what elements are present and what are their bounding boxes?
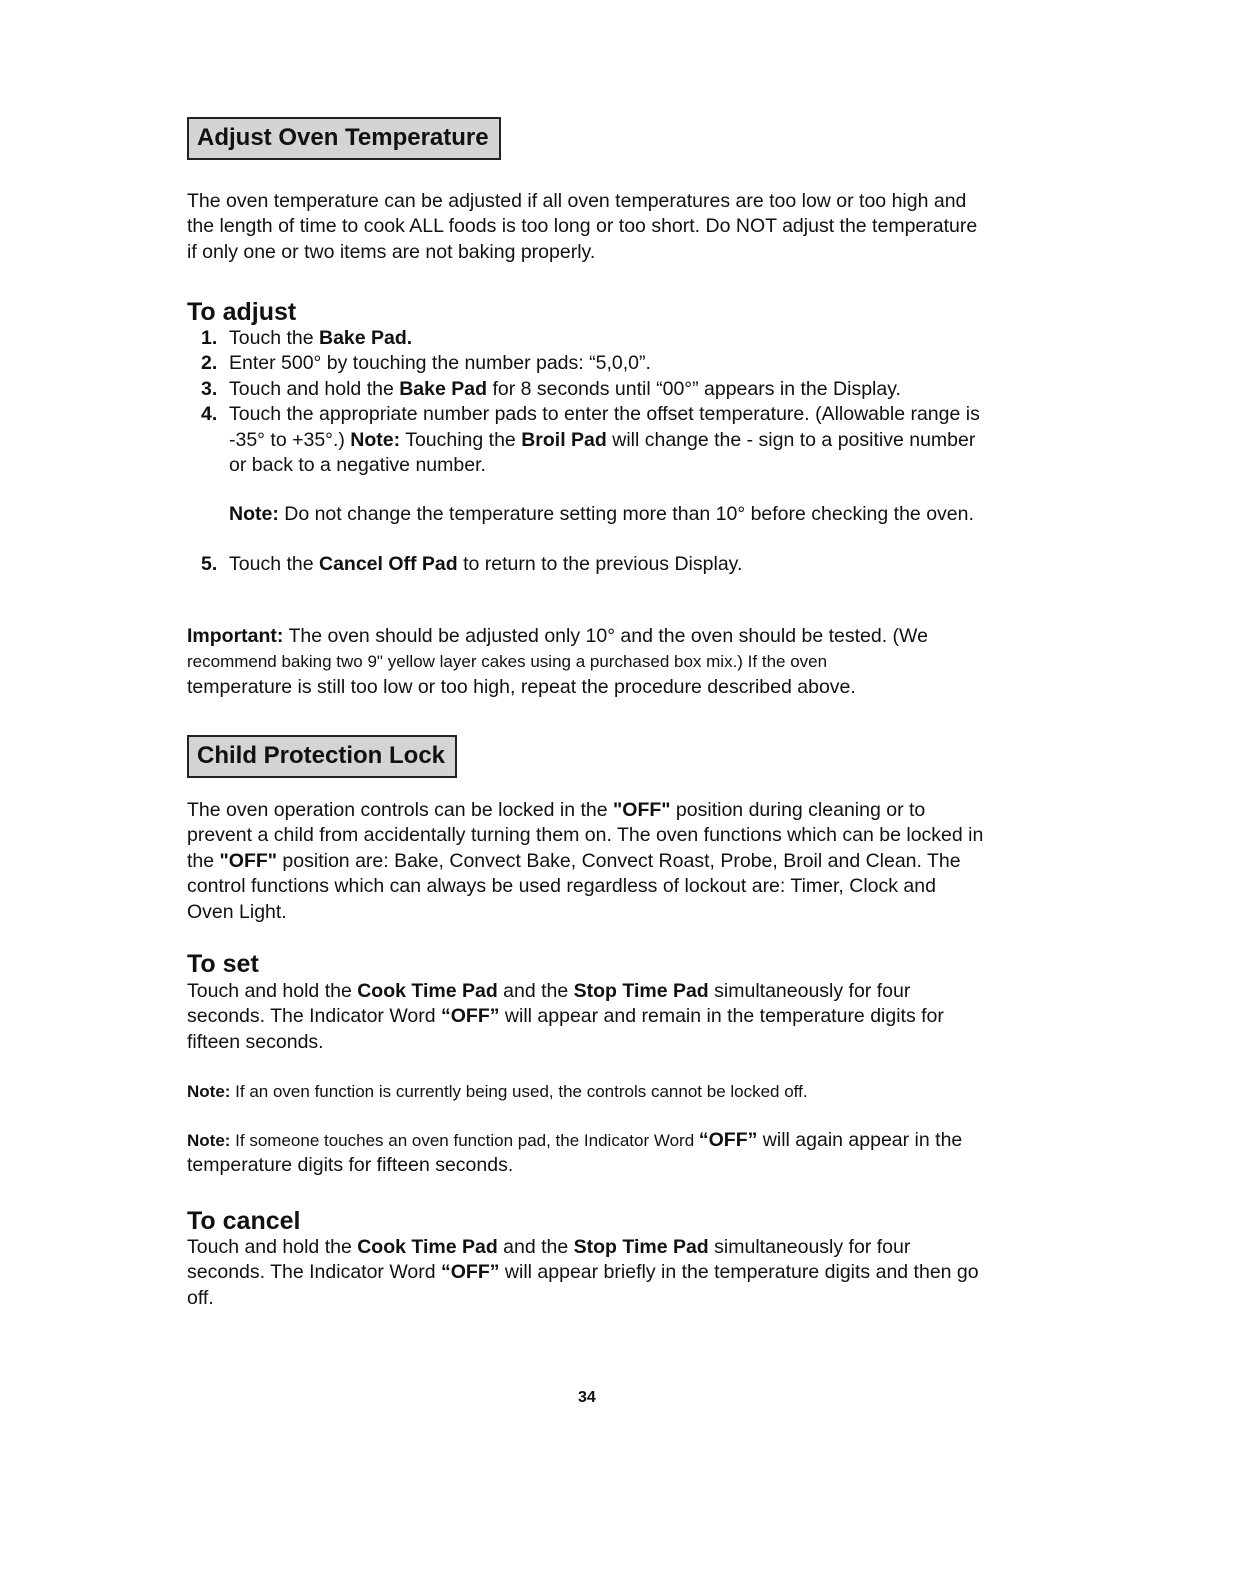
subheading-to-cancel: To cancel	[187, 1207, 301, 1235]
lock-intro-paragraph: The oven operation controls can be locked in the "OFF" position during cleaning or to prevent a child from accidentally turning them on. The oven functions which can be locked in the "OFF" position are: Bake, Convect Bake, Convect Roast, Probe, Broil and Clean. The control functions which can always be used regardless of lockout are: Timer, Clock and Oven Light.	[187, 799, 984, 923]
steps-list	[187, 326, 987, 577]
note-function-pad: Note: If someone touches an oven function pad, the Indicator Word “OFF” will again appear in the temperature digits for fifteen seconds.	[187, 1129, 963, 1177]
important-paragraph: Important: The oven should be adjusted only 10° and the oven should be tested. (We recommend baking two 9" yellow layer cakes using a purchased box mix.) If the oven temperature is still too low or too high, repeat the procedure described above.	[187, 625, 928, 698]
step-3: 3. Touch and hold the Bake Pad for 8 seconds until “00°” appears in the Display.	[201, 377, 901, 400]
step-1: 1. Touch the Bake Pad.	[201, 327, 413, 349]
step-4: 4. Touch the appropriate number pads to enter the offset temperature. (Allowable range is -35° to +35°.) Note: Touching the Broil Pad will change the - sign to a positive number or back to a negative number.	[201, 403, 980, 477]
step-2: 2. Enter 500° by touching the number pads: “5,0,0”.	[201, 352, 651, 375]
section-title-adjust-oven-temperature: Adjust Oven Temperature	[187, 117, 501, 160]
section-title-child-protection-lock: Child Protection Lock	[187, 735, 457, 778]
subheading-to-adjust: To adjust	[187, 298, 297, 326]
subheading-to-set: To set	[187, 950, 259, 978]
step-note: Note: Do not change the temperature setting more than 10° before checking the oven.	[229, 503, 974, 526]
intro-paragraph: The oven temperature can be adjusted if all oven temperatures are too low or too high and the length of time to cook ALL foods is too long or too short. Do NOT adjust the temperature if only one or two items are not baking properly.	[187, 190, 978, 263]
to-cancel-paragraph: Touch and hold the Cook Time Pad and the Stop Time Pad simultaneously for four seconds. The Indicator Word “OFF” will appear briefly in the temperature digits and then go off.	[187, 1236, 979, 1309]
step-5: 5. Touch the Cancel Off Pad to return to the previous Display.	[201, 552, 743, 575]
to-set-paragraph: Touch and hold the Cook Time Pad and the Stop Time Pad simultaneously for four seconds. The Indicator Word “OFF” will appear and remain in the temperature digits for fifteen seconds.	[187, 980, 944, 1053]
page-number: 34	[578, 1389, 596, 1406]
note-locked-off: Note: If an oven function is currently being used, the controls cannot be locked off.	[187, 1082, 808, 1101]
